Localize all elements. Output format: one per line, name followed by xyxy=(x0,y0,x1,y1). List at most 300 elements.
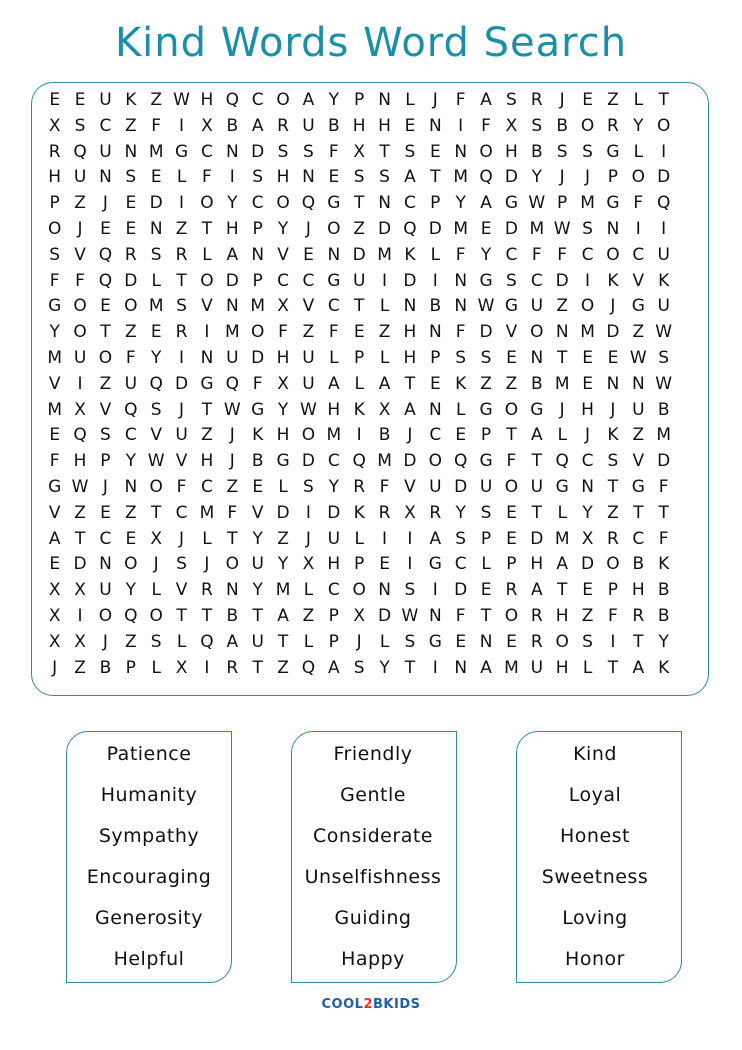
grid-letter[interactable]: J xyxy=(585,167,591,188)
grid-letter[interactable]: P xyxy=(430,193,441,214)
grid-letter[interactable]: L xyxy=(481,554,491,575)
grid-letter[interactable]: T xyxy=(201,399,213,420)
grid-letter[interactable]: S xyxy=(150,399,162,420)
grid-letter[interactable]: S xyxy=(556,141,568,162)
grid-letter[interactable]: C xyxy=(277,270,289,291)
grid-letter[interactable]: L xyxy=(329,347,339,368)
grid-letter[interactable]: C xyxy=(327,451,340,472)
grid-letter[interactable]: E xyxy=(429,141,441,162)
grid-letter[interactable]: E xyxy=(49,90,61,110)
grid-letter[interactable]: T xyxy=(607,657,619,678)
grid-letter[interactable]: S xyxy=(303,476,314,497)
grid-letter[interactable]: E xyxy=(100,218,111,239)
grid-letter[interactable]: I xyxy=(305,502,311,523)
grid-letter[interactable]: U xyxy=(99,141,112,162)
grid-letter[interactable]: E xyxy=(125,218,137,239)
grid-letter[interactable]: S xyxy=(252,167,264,188)
grid-letter[interactable]: A xyxy=(480,193,492,214)
grid-letter[interactable]: B xyxy=(657,605,670,626)
grid-letter[interactable]: D xyxy=(657,167,671,188)
grid-letter[interactable]: T xyxy=(227,528,238,549)
grid-letter[interactable]: E xyxy=(607,347,619,368)
grid-letter[interactable]: T xyxy=(277,631,289,652)
grid-letter[interactable]: T xyxy=(430,167,441,188)
grid-letter[interactable]: N xyxy=(225,141,239,162)
grid-letter[interactable]: T xyxy=(201,605,213,626)
grid-letter[interactable]: L xyxy=(379,631,390,652)
grid-letter[interactable]: I xyxy=(585,270,591,291)
grid-letter[interactable]: G xyxy=(631,476,645,497)
grid-letter[interactable]: D xyxy=(454,476,468,497)
grid-letter[interactable]: N xyxy=(454,657,468,678)
grid-letter[interactable]: G xyxy=(327,270,341,291)
grid-letter[interactable]: D xyxy=(175,373,189,394)
grid-letter[interactable]: F xyxy=(176,476,187,497)
grid-letter[interactable]: Q xyxy=(200,631,214,652)
grid-letter[interactable]: C xyxy=(632,244,645,265)
grid-letter[interactable]: O xyxy=(200,193,214,214)
grid-letter[interactable]: E xyxy=(506,502,517,523)
grid-letter[interactable]: P xyxy=(354,90,365,110)
grid-letter[interactable]: I xyxy=(77,605,83,626)
grid-letter[interactable]: T xyxy=(201,218,213,239)
grid-letter[interactable]: I xyxy=(432,270,438,291)
grid-letter[interactable]: F xyxy=(379,476,390,497)
grid-letter[interactable]: Q xyxy=(124,399,138,420)
grid-letter[interactable]: A xyxy=(226,631,239,652)
grid-letter[interactable]: U xyxy=(302,115,315,136)
grid-letter[interactable]: D xyxy=(454,580,468,601)
grid-letter[interactable]: S xyxy=(353,657,365,678)
grid-letter[interactable]: V xyxy=(99,399,112,420)
grid-letter[interactable]: J xyxy=(585,425,591,446)
grid-letter[interactable]: G xyxy=(428,631,442,652)
grid-letter[interactable]: N xyxy=(302,167,315,188)
grid-letter[interactable]: D xyxy=(352,244,366,265)
grid-letter[interactable]: O xyxy=(124,554,138,575)
grid-letter[interactable]: B xyxy=(632,554,645,575)
grid-letter[interactable]: F xyxy=(658,476,669,497)
grid-letter[interactable]: J xyxy=(559,167,565,188)
grid-letter[interactable]: P xyxy=(607,167,619,188)
grid-letter[interactable]: O xyxy=(530,322,544,343)
grid-letter[interactable]: I xyxy=(204,657,210,678)
grid-letter[interactable]: S xyxy=(150,244,162,265)
grid-letter[interactable]: N xyxy=(606,218,620,239)
grid-letter[interactable]: X xyxy=(353,605,366,626)
grid-letter[interactable]: N xyxy=(99,167,112,188)
grid-letter[interactable]: A xyxy=(327,657,340,678)
grid-letter[interactable]: H xyxy=(73,451,87,472)
grid-letter[interactable]: T xyxy=(353,296,365,317)
grid-letter[interactable]: N xyxy=(378,580,391,601)
grid-letter[interactable]: U xyxy=(99,580,112,601)
grid-letter[interactable]: M xyxy=(47,347,63,368)
grid-letter[interactable]: T xyxy=(150,502,162,523)
grid-letter[interactable]: N xyxy=(225,580,239,601)
grid-letter[interactable]: B xyxy=(429,296,442,317)
grid-letter[interactable]: T xyxy=(607,476,619,497)
grid-letter[interactable]: G xyxy=(479,451,493,472)
grid-letter[interactable]: I xyxy=(77,373,83,394)
grid-letter[interactable]: E xyxy=(150,167,162,188)
grid-letter[interactable]: Z xyxy=(556,296,569,317)
grid-letter[interactable]: C xyxy=(581,244,594,265)
grid-letter[interactable]: M xyxy=(377,244,392,265)
grid-letter[interactable]: X xyxy=(74,399,86,420)
grid-letter[interactable]: M xyxy=(656,425,672,446)
grid-letter[interactable]: F xyxy=(125,347,136,368)
grid-letter[interactable]: K xyxy=(658,270,670,291)
grid-letter[interactable]: I xyxy=(179,193,185,214)
grid-letter[interactable]: U xyxy=(73,167,87,188)
grid-letter[interactable]: Z xyxy=(302,322,315,343)
grid-letter[interactable]: F xyxy=(328,141,339,162)
grid-letter[interactable]: Y xyxy=(480,244,492,265)
grid-letter[interactable]: D xyxy=(403,451,417,472)
grid-letter[interactable]: X xyxy=(302,554,315,575)
grid-letter[interactable]: Z xyxy=(607,90,619,110)
grid-letter[interactable]: L xyxy=(151,657,161,678)
grid-letter[interactable]: B xyxy=(530,373,543,394)
grid-letter[interactable]: N xyxy=(225,296,239,317)
grid-letter[interactable]: J xyxy=(305,218,311,239)
grid-letter[interactable]: Q xyxy=(98,244,113,265)
grid-letter[interactable]: J xyxy=(610,399,616,420)
grid-letter[interactable]: S xyxy=(150,631,162,652)
grid-letter[interactable]: F xyxy=(202,167,212,188)
grid-letter[interactable]: A xyxy=(48,528,61,549)
grid-letter[interactable]: G xyxy=(327,193,341,214)
grid-letter[interactable]: R xyxy=(175,322,188,343)
grid-letter[interactable]: W xyxy=(173,90,190,110)
grid-letter[interactable]: O xyxy=(276,90,290,110)
grid-letter[interactable]: L xyxy=(354,373,364,394)
grid-letter[interactable]: T xyxy=(658,90,669,110)
grid-letter[interactable]: M xyxy=(148,141,164,162)
grid-letter[interactable]: K xyxy=(658,554,670,575)
grid-letter[interactable]: J xyxy=(229,425,235,446)
grid-letter[interactable]: H xyxy=(505,141,518,162)
grid-letter[interactable]: M xyxy=(326,425,342,446)
grid-letter[interactable]: G xyxy=(606,141,620,162)
grid-letter[interactable]: B xyxy=(657,580,670,601)
grid-letter[interactable]: F xyxy=(455,244,466,265)
grid-letter[interactable]: Z xyxy=(302,605,315,626)
grid-letter[interactable]: X xyxy=(581,528,594,549)
grid-letter[interactable]: O xyxy=(656,115,671,136)
grid-letter[interactable]: X xyxy=(353,141,366,162)
grid-letter[interactable]: K xyxy=(607,270,619,291)
grid-letter[interactable]: U xyxy=(352,270,366,291)
grid-letter[interactable]: E xyxy=(125,528,137,549)
grid-letter[interactable]: F xyxy=(151,115,162,136)
grid-letter[interactable]: O xyxy=(504,605,519,626)
grid-letter[interactable]: G xyxy=(504,193,519,214)
grid-letter[interactable]: H xyxy=(403,347,417,368)
grid-letter[interactable]: I xyxy=(407,528,413,549)
grid-letter[interactable]: U xyxy=(657,296,670,317)
grid-letter[interactable]: L xyxy=(455,399,466,420)
grid-letter[interactable]: U xyxy=(302,347,315,368)
grid-letter[interactable]: N xyxy=(428,605,442,626)
grid-letter[interactable]: B xyxy=(378,425,391,446)
grid-letter[interactable]: M xyxy=(250,296,266,317)
grid-letter[interactable]: A xyxy=(632,657,645,678)
grid-letter[interactable]: N xyxy=(454,270,468,291)
grid-letter[interactable]: E xyxy=(353,322,365,343)
grid-letter[interactable]: D xyxy=(378,218,392,239)
grid-letter[interactable]: A xyxy=(429,528,442,549)
grid-letter[interactable]: Y xyxy=(328,90,339,110)
grid-letter[interactable]: Q xyxy=(352,451,366,472)
grid-letter[interactable]: Q xyxy=(656,193,671,214)
grid-letter[interactable]: N xyxy=(378,90,391,110)
grid-letter[interactable]: D xyxy=(149,193,163,214)
grid-letter[interactable]: M xyxy=(199,502,215,523)
grid-letter[interactable]: T xyxy=(379,141,390,162)
grid-letter[interactable]: F xyxy=(633,193,644,214)
grid-letter[interactable]: O xyxy=(504,399,519,420)
grid-letter[interactable]: H xyxy=(555,605,569,626)
grid-letter[interactable]: O xyxy=(352,580,366,601)
grid-letter[interactable]: T xyxy=(531,502,542,523)
grid-letter[interactable]: B xyxy=(657,399,670,420)
grid-letter[interactable]: T xyxy=(252,605,263,626)
grid-letter[interactable]: H xyxy=(631,580,645,601)
grid-letter[interactable]: O xyxy=(606,554,620,575)
grid-letter[interactable]: S xyxy=(582,631,593,652)
grid-letter[interactable]: T xyxy=(252,657,263,678)
grid-letter[interactable]: S xyxy=(582,141,593,162)
grid-letter[interactable]: R xyxy=(505,580,518,601)
grid-letter[interactable]: E xyxy=(404,115,416,136)
grid-letter[interactable]: U xyxy=(302,373,315,394)
grid-letter[interactable]: I xyxy=(661,141,667,162)
grid-letter[interactable]: D xyxy=(581,554,595,575)
grid-letter[interactable]: Y xyxy=(277,218,289,239)
grid-letter[interactable]: J xyxy=(179,528,185,549)
grid-letter[interactable]: I xyxy=(382,528,388,549)
grid-letter[interactable]: Y xyxy=(455,193,466,214)
grid-letter[interactable]: T xyxy=(74,528,86,549)
grid-letter[interactable]: Z xyxy=(124,322,137,343)
grid-letter[interactable]: R xyxy=(353,476,366,497)
grid-letter[interactable]: T xyxy=(633,631,644,652)
grid-letter[interactable]: M xyxy=(504,657,519,678)
grid-letter[interactable]: U xyxy=(530,476,544,497)
grid-letter[interactable]: E xyxy=(125,193,137,214)
grid-letter[interactable]: M xyxy=(580,322,595,343)
grid-letter[interactable]: E xyxy=(506,528,517,549)
grid-letter[interactable]: W xyxy=(223,399,241,420)
grid-letter[interactable]: U xyxy=(632,399,645,420)
grid-letter[interactable]: B xyxy=(327,115,340,136)
grid-letter[interactable]: O xyxy=(580,296,595,317)
grid-letter[interactable]: S xyxy=(455,528,467,549)
grid-letter[interactable]: X xyxy=(277,296,289,317)
grid-letter[interactable]: J xyxy=(52,657,58,678)
grid-letter[interactable]: F xyxy=(531,244,542,265)
grid-letter[interactable]: P xyxy=(607,580,619,601)
grid-letter[interactable]: H xyxy=(276,347,290,368)
grid-letter[interactable]: T xyxy=(353,193,365,214)
grid-letter[interactable]: S xyxy=(74,115,86,136)
grid-letter[interactable]: P xyxy=(506,554,517,575)
grid-letter[interactable]: O xyxy=(555,631,569,652)
grid-letter[interactable]: K xyxy=(404,244,416,265)
grid-letter[interactable]: D xyxy=(301,451,315,472)
grid-letter[interactable]: M xyxy=(47,399,63,420)
grid-letter[interactable]: Y xyxy=(277,399,289,420)
grid-letter[interactable]: W xyxy=(629,347,647,368)
grid-letter[interactable]: L xyxy=(379,347,390,368)
grid-letter[interactable]: V xyxy=(277,244,289,265)
grid-letter[interactable]: Z xyxy=(607,502,619,523)
grid-letter[interactable]: D xyxy=(251,347,265,368)
grid-letter[interactable]: Z xyxy=(505,373,518,394)
grid-letter[interactable]: L xyxy=(176,631,187,652)
grid-letter[interactable]: L xyxy=(176,167,187,188)
grid-letter[interactable]: I xyxy=(407,554,413,575)
grid-letter[interactable]: Q xyxy=(73,141,87,162)
grid-letter[interactable]: U xyxy=(657,244,670,265)
grid-letter[interactable]: N xyxy=(581,476,594,497)
grid-letter[interactable]: E xyxy=(303,244,314,265)
grid-letter[interactable]: N xyxy=(631,373,645,394)
grid-letter[interactable]: C xyxy=(302,270,315,291)
grid-letter[interactable]: V xyxy=(632,451,645,472)
grid-letter[interactable]: G xyxy=(530,399,544,420)
grid-letter[interactable]: C xyxy=(99,115,112,136)
grid-letter[interactable]: T xyxy=(480,605,492,626)
grid-letter[interactable]: P xyxy=(480,425,492,446)
grid-letter[interactable]: H xyxy=(327,399,341,420)
grid-letter[interactable]: V xyxy=(632,270,645,291)
grid-letter[interactable]: H xyxy=(530,554,544,575)
grid-letter[interactable]: O xyxy=(276,193,290,214)
grid-letter[interactable]: G xyxy=(48,476,62,497)
grid-letter[interactable]: V xyxy=(302,296,315,317)
grid-letter[interactable]: E xyxy=(100,296,111,317)
grid-letter[interactable]: P xyxy=(252,270,263,291)
grid-letter[interactable]: G xyxy=(479,270,493,291)
grid-letter[interactable]: E xyxy=(582,347,593,368)
grid-letter[interactable]: D xyxy=(276,502,290,523)
grid-letter[interactable]: O xyxy=(225,554,239,575)
grid-letter[interactable]: M xyxy=(453,218,469,239)
grid-letter[interactable]: N xyxy=(251,244,265,265)
grid-letter[interactable]: I xyxy=(432,657,438,678)
grid-letter[interactable]: I xyxy=(356,425,362,446)
grid-letter[interactable]: J xyxy=(102,193,108,214)
grid-letter[interactable]: Z xyxy=(74,657,86,678)
grid-letter[interactable]: M xyxy=(554,528,570,549)
grid-letter[interactable]: S xyxy=(582,218,593,239)
grid-letter[interactable]: R xyxy=(124,244,137,265)
grid-letter[interactable]: I xyxy=(382,270,388,291)
grid-letter[interactable]: L xyxy=(202,244,212,265)
grid-letter[interactable]: F xyxy=(252,373,263,394)
grid-letter[interactable]: Z xyxy=(277,657,289,678)
grid-letter[interactable]: C xyxy=(327,580,340,601)
grid-letter[interactable]: L xyxy=(202,528,212,549)
grid-letter[interactable]: E xyxy=(429,373,441,394)
grid-letter[interactable]: E xyxy=(379,554,390,575)
grid-letter[interactable]: J xyxy=(102,631,108,652)
grid-letter[interactable]: I xyxy=(458,115,464,136)
grid-letter[interactable]: Q xyxy=(149,373,163,394)
grid-letter[interactable]: Z xyxy=(74,193,86,214)
grid-letter[interactable]: A xyxy=(480,90,492,110)
grid-letter[interactable]: B xyxy=(556,115,569,136)
grid-letter[interactable]: X xyxy=(175,657,188,678)
grid-letter[interactable]: O xyxy=(479,141,493,162)
grid-letter[interactable]: Y xyxy=(379,657,390,678)
grid-letter[interactable]: X xyxy=(150,528,163,549)
grid-letter[interactable]: G xyxy=(174,141,189,162)
grid-letter[interactable]: G xyxy=(428,554,442,575)
grid-letter[interactable]: Q xyxy=(403,218,417,239)
grid-letter[interactable]: J xyxy=(559,399,565,420)
grid-letter[interactable]: H xyxy=(48,167,62,188)
grid-letter[interactable]: H xyxy=(581,399,594,420)
grid-letter[interactable]: K xyxy=(353,502,365,523)
grid-letter[interactable]: Y xyxy=(531,167,542,188)
grid-letter[interactable]: N xyxy=(200,347,214,368)
grid-letter[interactable]: L xyxy=(557,502,567,523)
grid-letter[interactable]: S xyxy=(404,141,416,162)
grid-letter[interactable]: O xyxy=(149,476,163,497)
grid-letter[interactable]: Y xyxy=(582,502,593,523)
grid-letter[interactable]: B xyxy=(99,657,112,678)
grid-letter[interactable]: S xyxy=(100,425,111,446)
grid-letter[interactable]: V xyxy=(150,425,162,446)
grid-letter[interactable]: J xyxy=(102,476,108,497)
grid-letter[interactable]: O xyxy=(504,476,519,497)
grid-letter[interactable]: O xyxy=(73,296,87,317)
grid-letter[interactable]: V xyxy=(48,502,61,523)
grid-letter[interactable]: H xyxy=(276,167,290,188)
grid-letter[interactable]: I xyxy=(635,218,641,239)
grid-letter[interactable]: Z xyxy=(124,502,137,523)
grid-letter[interactable]: Z xyxy=(277,528,289,549)
grid-letter[interactable]: N xyxy=(124,476,138,497)
grid-letter[interactable]: K xyxy=(353,399,365,420)
grid-letter[interactable]: R xyxy=(226,657,239,678)
grid-letter[interactable]: Z xyxy=(378,322,391,343)
grid-letter[interactable]: Q xyxy=(301,193,316,214)
grid-letter[interactable]: H xyxy=(555,657,569,678)
grid-letter[interactable]: A xyxy=(327,373,340,394)
grid-letter[interactable]: O xyxy=(428,451,442,472)
grid-letter[interactable]: N xyxy=(479,631,493,652)
grid-letter[interactable]: N xyxy=(124,141,138,162)
grid-letter[interactable]: T xyxy=(404,657,416,678)
grid-letter[interactable]: L xyxy=(405,90,415,110)
grid-letter[interactable]: U xyxy=(327,528,341,549)
grid-letter[interactable]: L xyxy=(633,90,644,110)
grid-letter[interactable]: H xyxy=(225,218,239,239)
grid-letter[interactable]: A xyxy=(226,244,239,265)
grid-letter[interactable]: Y xyxy=(252,580,263,601)
grid-letter[interactable]: E xyxy=(582,90,593,110)
grid-letter[interactable]: W xyxy=(528,193,546,214)
grid-letter[interactable]: D xyxy=(225,270,239,291)
grid-letter[interactable]: K xyxy=(658,657,670,678)
grid-letter[interactable]: Y xyxy=(125,580,136,601)
grid-letter[interactable]: Y xyxy=(455,502,466,523)
